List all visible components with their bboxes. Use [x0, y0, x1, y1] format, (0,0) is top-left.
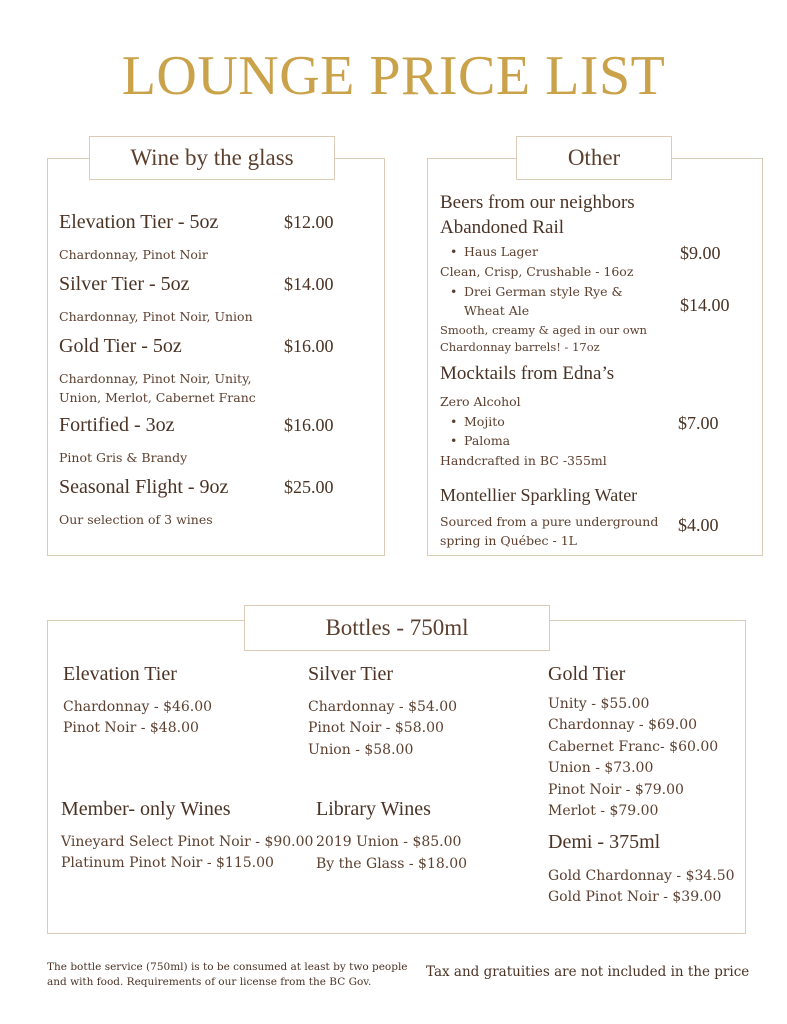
beers-heading: Beers from our neighbors — [440, 192, 635, 213]
wine-item-price: $14.00 — [284, 274, 334, 294]
beer-desc: Clean, Crisp, Crushable - 16oz — [440, 264, 634, 279]
bottle-section-title: Member- only Wines — [61, 798, 231, 820]
bottle-section-title: Demi - 375ml — [548, 831, 661, 853]
beer-item-cont: Wheat Ale — [464, 303, 530, 318]
bottle-section-title: Library Wines — [316, 798, 431, 820]
bottle-item: Gold Chardonnay - $34.50 — [548, 868, 735, 884]
mocktail-desc: Handcrafted in BC -355ml — [440, 453, 607, 468]
wine-item-name: Fortified - 3oz — [59, 414, 175, 436]
mocktail-price: $7.00 — [678, 413, 719, 433]
bottle-item: Pinot Noir - $79.00 — [548, 782, 684, 798]
wine-item-desc: Union, Merlot, Cabernet Franc — [59, 390, 256, 405]
mocktail-item: • Paloma — [464, 431, 510, 450]
water-desc: spring in Québec - 1L — [440, 533, 577, 548]
wine-item-name: Elevation Tier - 5oz — [59, 211, 219, 233]
bottle-item: Cabernet Franc- $60.00 — [548, 739, 719, 755]
bottles-heading: Bottles - 750ml — [244, 605, 550, 651]
beer-desc: Smooth, creamy & aged in our own — [440, 323, 647, 337]
wine-item-desc: Chardonnay, Pinot Noir — [59, 247, 208, 262]
bottle-item: By the Glass - $18.00 — [316, 856, 468, 872]
wine-item-desc: Chardonnay, Pinot Noir, Unity, — [59, 371, 252, 386]
wine-item-desc: Our selection of 3 wines — [59, 512, 213, 527]
wine-item-desc: Chardonnay, Pinot Noir, Union — [59, 309, 253, 324]
water-desc: Sourced from a pure underground — [440, 514, 659, 529]
bottle-item: Vineyard Select Pinot Noir - $90.00 — [61, 834, 314, 850]
beer-price: $9.00 — [680, 243, 721, 263]
page-title: LOUNGE PRICE LIST — [121, 45, 666, 107]
wine-item-price: $12.00 — [284, 212, 334, 232]
wine-item-name: Silver Tier - 5oz — [59, 273, 190, 295]
wine-item-price: $16.00 — [284, 415, 334, 435]
bottle-item: Pinot Noir - $58.00 — [308, 720, 444, 736]
beer-desc: Chardonnay barrels! - 17oz — [440, 340, 600, 354]
bottle-section-title: Silver Tier — [308, 663, 394, 685]
bottle-item: Gold Pinot Noir - $39.00 — [548, 889, 722, 905]
bottle-item: Chardonnay - $54.00 — [308, 699, 458, 715]
wine-item-desc: Pinot Gris & Brandy — [59, 450, 188, 465]
beer-item: • Drei German style Rye & — [464, 282, 623, 301]
bottle-item: Merlot - $79.00 — [548, 803, 659, 819]
tax-note: Tax and gratuities are not included in the price — [426, 964, 750, 980]
wine-item-price: $16.00 — [284, 336, 334, 356]
mocktails-heading: Mocktails from Edna’s — [440, 363, 615, 384]
wine-item-name: Seasonal Flight - 9oz — [59, 476, 229, 498]
wine-item-price: $25.00 — [284, 477, 334, 497]
bottle-item: Pinot Noir - $48.00 — [63, 720, 199, 736]
bottle-item: 2019 Union - $85.00 — [316, 834, 462, 850]
bottle-section-title: Elevation Tier — [63, 663, 177, 685]
wine-item-name: Gold Tier - 5oz — [59, 335, 182, 357]
water-heading: Montellier Sparkling Water — [440, 485, 638, 505]
bottle-item: Union - $73.00 — [548, 760, 654, 776]
bottle-item: Chardonnay - $46.00 — [63, 699, 213, 715]
wine-by-glass-heading: Wine by the glass — [89, 136, 335, 180]
mocktail-item: • Mojito — [464, 412, 505, 431]
brewery-name: Abandoned Rail — [440, 217, 565, 238]
footer-note-line: and with food. Requirements of our license from the BC Gov. — [47, 976, 372, 988]
bottle-item: Unity - $55.00 — [548, 696, 650, 712]
footer-note-line: The bottle service (750ml) is to be consumed at least by two people — [47, 961, 408, 973]
mocktails-sub: Zero Alcohol — [440, 394, 521, 409]
bottle-item: Platinum Pinot Noir - $115.00 — [61, 855, 274, 871]
beer-item: • Haus Lager — [464, 242, 538, 261]
other-heading: Other — [516, 136, 672, 180]
bottle-item: Union - $58.00 — [308, 742, 414, 758]
bottle-section-title: Gold Tier — [548, 663, 626, 685]
water-price: $4.00 — [678, 515, 719, 535]
bottle-item: Chardonnay - $69.00 — [548, 717, 698, 733]
beer-price: $14.00 — [680, 295, 730, 315]
footer-note — [47, 960, 417, 990]
